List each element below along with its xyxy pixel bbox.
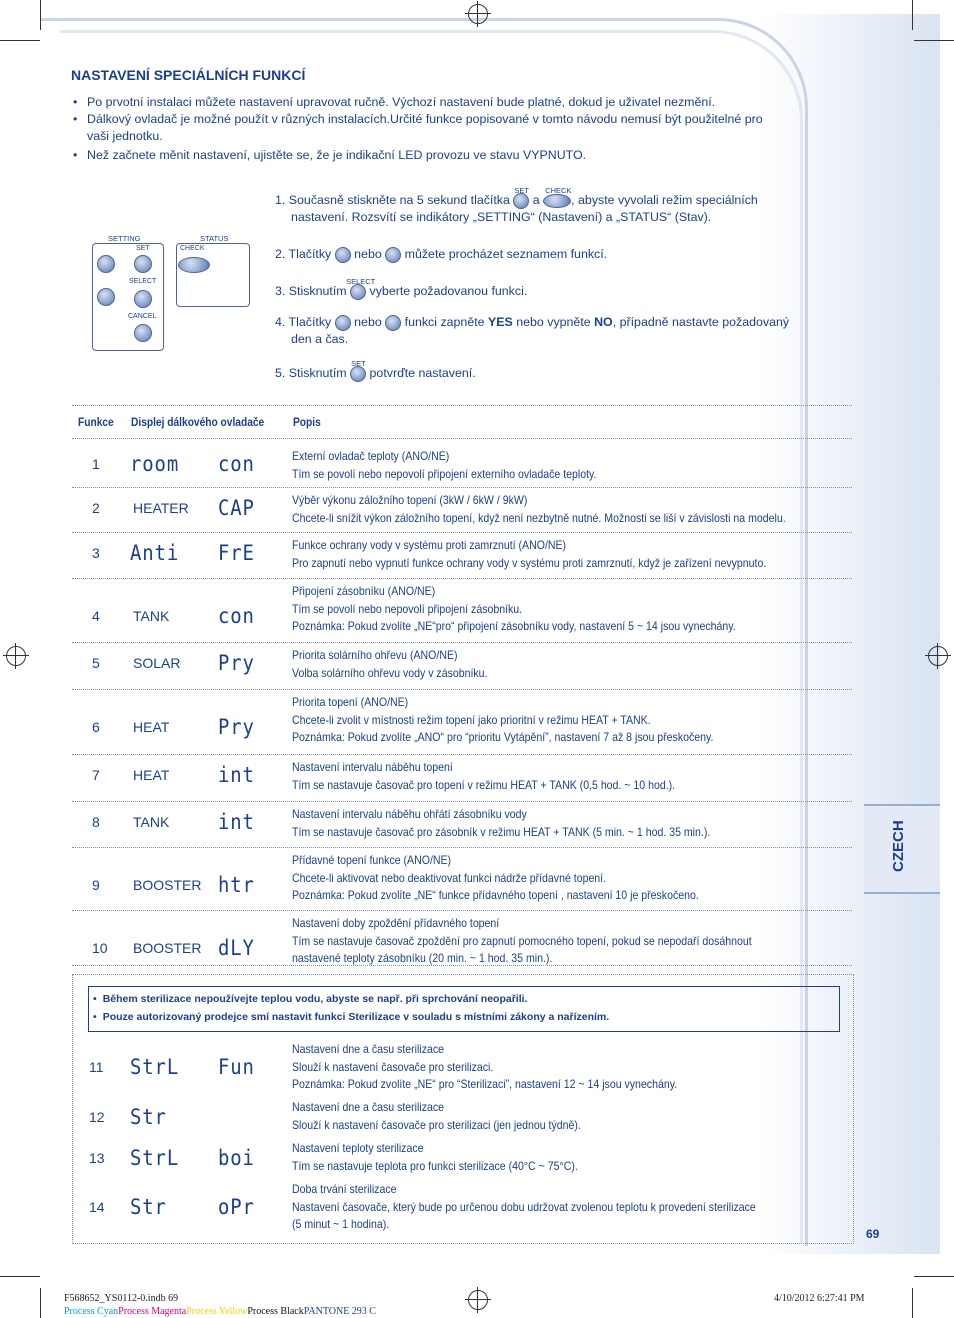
lcd-display-2: con [218,452,255,476]
description-line: Slouží k nastavení časovače pro sterilizaci. [292,1059,494,1074]
function-number: 6 [92,719,100,735]
description-line: Nastavení intervalu náběhu topení [292,760,453,774]
description-line: Tím se nastavuje časovač pro topení v režimu HEAT + TANK (0,5 hod. ~ 10 hod.). [292,777,676,792]
mode-label: BOOSTER [133,940,202,956]
function-number: 13 [89,1150,105,1166]
crop-mark [40,1288,41,1318]
check-button[interactable] [178,257,210,273]
function-number: 1 [92,456,100,472]
description [292,537,766,572]
row-divider [72,965,852,966]
page-title: NASTAVENÍ SPECIÁLNÍCH FUNKCÍ [71,67,306,83]
crop-mark [914,1276,954,1277]
up-arrow-button[interactable] [97,255,115,273]
description-line: Přídavné topení funkce (ANO/NE) [292,853,452,867]
function-number: 11 [89,1059,104,1075]
warning-item: • Pouze autorizovaný prodejce smí nastavit funkci Sterilizace v souladu s místními zákony a nařízením. [93,1011,610,1023]
lcd-display-1: Anti [130,541,180,565]
function-number: 9 [92,877,100,893]
set-label: SET [136,245,150,252]
lcd-display-2: int [218,763,255,787]
row-divider [72,754,852,755]
lcd-display-2: FrE [218,541,255,565]
mode-label: HEATER [133,500,189,516]
registration-mark-icon [928,646,948,666]
select-caption: SELECT [346,277,376,286]
mode-label: HEAT [133,719,170,735]
page-number: 69 [866,1227,880,1241]
footer-process-colors: Process CyanProcess MagentaProcess YellowProcess BlackPANTONE 293 C [64,1306,376,1317]
description-line: Poznámka: Pokud zvolíte „NE“ funkce přídavného topení , nastavení 10 je přeskočeno. [292,888,699,902]
description-line: Nastavení dne a času sterilizace [292,1100,445,1114]
description-line: Priorita topení (ANO/NE) [292,695,409,709]
lcd-display-2: CAP [218,496,255,520]
description-line: Tím se povolí nebo nepovolí připojení externího ovladače teploty. [292,466,597,481]
description-line: Chcete-li zvolit v místnosti režim topení jako prioritní v režimu HEAT + TANK. [292,712,651,727]
lcd-display-1: room [130,452,180,476]
registration-mark-icon [468,4,488,24]
step-4: 4. Tlačítky nebo funkci zapněte YES nebo vypněte NO, případně nastavte požadovaný [275,315,790,329]
function-number: 12 [89,1109,105,1125]
crop-mark [914,40,954,41]
step-1-continued: nastavení. Rozsvítí se indikátory „SETTING“ (Nastavení) a „STATUS“ (Stav). [291,210,712,224]
function-number: 14 [89,1199,105,1215]
description-line: Externí ovladač teploty (ANO/NE) [292,449,450,463]
lcd-display-1: Str [130,1105,167,1129]
function-number: 4 [92,608,100,624]
lcd-display-2: htr [218,873,255,897]
description-line: Nastavení časovače, který bude po určenou dobu udržovat zvolenou teplotu k provedení sterilizace [292,1199,756,1214]
warning-item: • Během sterilizace nepoužívejte teplou vodu, abyste se např. při sprchování neopařili. [93,993,528,1005]
crop-mark [0,40,40,41]
row-divider [72,910,852,911]
description-line: Tím se nastavuje časovač pro zásobník v režimu HEAT + TANK (5 min. ~ 1 hod. 35 min.). [292,824,711,839]
lcd-display-2: con [218,604,255,628]
mode-label: TANK [133,608,170,624]
description [292,647,487,682]
set-caption: SET [514,186,529,195]
description-line: Slouží k nastavení časovače pro sterilizaci (jen jednou týdně). [292,1117,581,1132]
row-divider [72,642,852,643]
function-number: 5 [92,655,100,671]
description-line: Nastavení dne a času sterilizace [292,1042,445,1056]
row-divider [72,578,852,579]
down-arrow-button[interactable] [97,288,115,306]
column-header-displej: Displej dálkového ovladače [131,415,265,429]
row-divider [72,847,852,848]
column-header-popis: Popis [293,415,321,429]
crop-mark [912,1288,913,1318]
lcd-display-2: oPr [218,1195,255,1219]
description-line: Chcete-li aktivovat nebo deaktivovat funkci nádrže přídavné topení. [292,870,607,885]
cancel-button[interactable] [134,324,152,342]
lcd-display-2: dLY [218,936,255,960]
step-5: 5. Stisknutím SET potvrďte nastavení. [275,365,476,382]
function-number: 3 [92,545,100,561]
warning-box [88,986,840,1032]
select-label: SELECT [129,278,157,285]
crop-mark [0,1276,40,1277]
lcd-display-2: Pry [218,715,255,739]
description-line: (5 minut ~ 1 hodina). [292,1217,390,1231]
description-line: Tím se nastavuje časovač zpoždění pro zapnutí pomocného topení, pokud se nepodaří dosáhnout [292,933,752,948]
description [292,806,710,841]
description-line: Poznámka: Pokud zvolíte „ANO“ pro “prioritu Vytápění”, nastavení 7 až 8 jsou přeskočeny. [292,730,714,744]
bullet-item: • Po prvotní instalaci můžete nastavení upravovat ručně. Výchozí nastavení bude platné, dokud je uživatel nezmění. [73,95,716,109]
description-line: Pro zapnutí nebo vypnutí funkce ochrany vody v systému proti zamrznutí, když je zařízení nevypnuto. [292,555,767,570]
function-number: 7 [92,767,100,783]
down-arrow-icon [385,315,401,331]
step-4-continued: den a čas. [291,332,349,346]
description-line: Doba trvání sterilizace [292,1182,397,1196]
bullet-item-continued: vaši jednotku. [87,129,163,143]
step-3: 3. Stisknutím SELECT vyberte požadovanou funkci. [275,283,527,300]
description [292,448,596,483]
description-line: Tím se nastavuje teplota pro funkci sterilizace (40°C ~ 75°C). [292,1158,578,1173]
description [292,1181,756,1234]
crop-mark [40,0,41,30]
description [292,583,736,636]
row-divider [72,532,852,533]
description [292,1099,581,1134]
divider [72,405,852,406]
mode-label: SOLAR [133,655,181,671]
description-line: Nastavení teploty sterilizace [292,1141,424,1155]
description-line: nastavené teploty zásobníku (20 min. ~ 1 hod. 35 min.). [292,951,553,965]
description [292,1041,677,1094]
footer-file: F568652_YS0112-0.indb 69 [64,1293,179,1304]
set-caption: SET [351,359,366,368]
description-line: Nastavení intervalu náběhu ohřátí zásobníku vody [292,807,527,821]
column-header-funkce: Funkce [78,415,114,429]
lcd-display-1: StrL [130,1055,180,1079]
row-divider [72,689,852,690]
function-number: 10 [92,940,108,956]
bullet-item: • Dálkový ovladač je možné použít v různých instalacích.Určité funkce popisované v tomto návodu nemusí být použitelné pro [73,112,763,126]
description-line: Tím se povolí nebo nepovolí připojení zásobníku. [292,601,523,616]
mode-label: BOOSTER [133,877,202,893]
description-line: Nastavení doby zpoždění přídavného topení [292,916,500,930]
step-2: 2. Tlačítky nebo můžete procházet seznamem funkcí. [275,247,608,261]
cancel-label: CANCEL [128,313,157,320]
status-label: STATUS [200,234,229,243]
row-divider [72,801,852,802]
lcd-display-2: Fun [218,1055,255,1079]
footer-date: 4/10/2012 6:27:41 PM [774,1293,865,1304]
mode-label: TANK [133,814,170,830]
lcd-display-1: StrL [130,1146,180,1170]
crop-mark [912,0,913,30]
description [292,852,699,905]
bullet-item: • Než začnete měnit nastavení, ujistěte se, že je indikační LED provozu ve stavu VYPNUTO. [73,148,587,162]
remote-status-panel [176,243,250,307]
registration-mark-icon [468,1290,488,1310]
row-divider [72,487,852,488]
step-1: 1. Současně stiskněte na 5 sekund tlačítka SET a CHECK , abyste vyvolali režim speciálních [275,192,758,209]
setting-label: SETTING [108,234,141,243]
set-button[interactable] [134,255,152,273]
description-line: Volba solárního ohřevu vody v zásobníku. [292,665,488,680]
lcd-display-2: boi [218,1146,255,1170]
description-line: Výběr výkonu záložního topení (3kW / 6kW / 9kW) [292,493,528,507]
up-arrow-icon [335,315,351,331]
down-arrow-icon [385,247,401,263]
description-line: Priorita solárního ohřevu (ANO/NE) [292,648,458,662]
description [292,1140,578,1175]
description-line: Poznámka: Pokud zvolíte „NE“pro“ připojení zásobníku vody, nastavení 5 ~ 14 jsou vynechány. [292,619,736,633]
language-tab-label: CZECH [890,820,907,872]
description [292,915,752,968]
description-line: Chcete-li snížit výkon záložního topení, když není nezbytně nutné. Možnosti se liší v závislosti na modelu. [292,510,786,525]
description [292,759,675,794]
description [292,492,786,527]
language-tab [864,804,940,894]
function-number: 2 [92,500,100,516]
divider [72,438,852,439]
lcd-display-1: Str [130,1195,167,1219]
description-line: Funkce ochrany vody v systému proti zamrznutí (ANO/NE) [292,538,567,552]
lcd-display-2: Pry [218,651,255,675]
check-label: CHECK [180,245,205,252]
select-button[interactable] [134,290,152,308]
check-caption: CHECK [545,186,572,195]
description [292,694,713,747]
registration-mark-icon [6,646,26,666]
mode-label: HEAT [133,767,170,783]
up-arrow-icon [335,247,351,263]
lcd-display-2: int [218,810,255,834]
remote-control-illustration [92,234,252,350]
description-line: Poznámka: Pokud zvolíte „NE“ pro “Sterilizaci”, nastavení 12 ~ 14 jsou vynechány. [292,1077,678,1091]
description-line: Připojení zásobníku (ANO/NE) [292,584,436,598]
function-number: 8 [92,814,100,830]
